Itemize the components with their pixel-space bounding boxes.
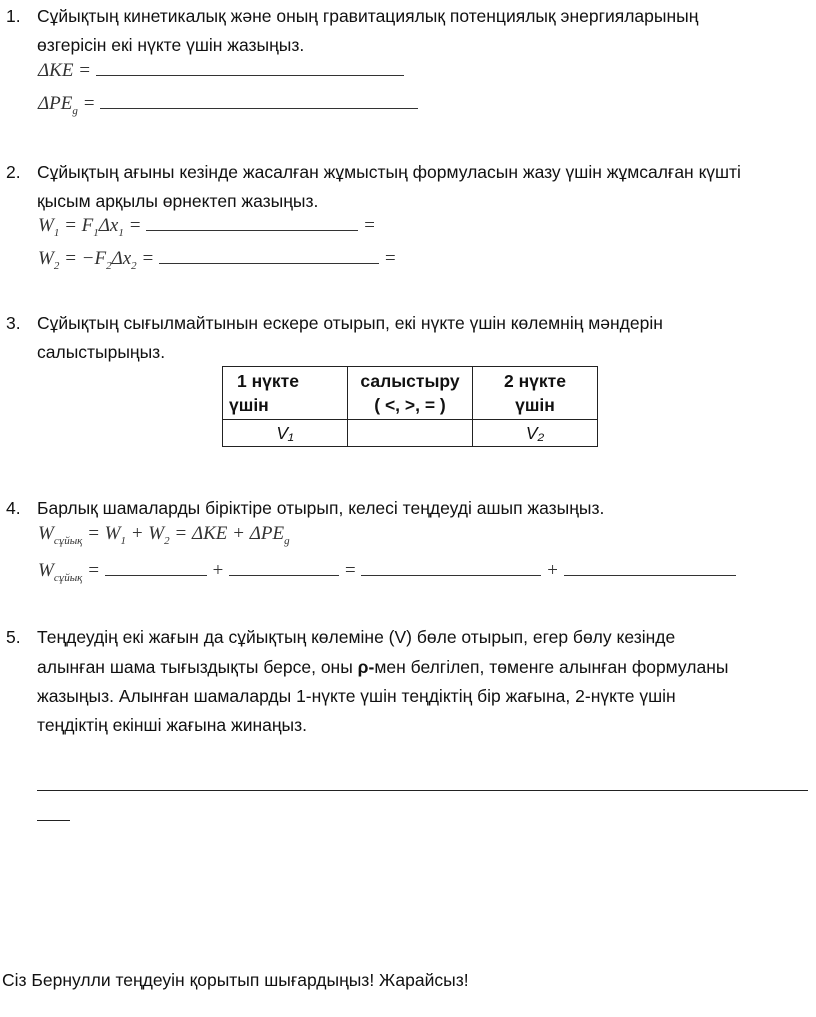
question-5-number: 5. (6, 627, 21, 647)
header-point-1 (223, 367, 348, 420)
q2-eq2-tail-equals: = (383, 248, 397, 269)
q2-eq1-dx: Δx (98, 215, 119, 236)
q2-eq1-tail-equals: = (362, 215, 376, 236)
volume-comparison-table (222, 366, 598, 447)
q4-eq2-equals: = (87, 560, 100, 581)
q2-eq2-force: = −F (64, 248, 107, 269)
header-point-2-line1: 2 нүкте (504, 371, 566, 391)
question-3-text-line2: салыстырыңыз. (37, 342, 166, 362)
q1-eq2-equals: = (82, 93, 96, 114)
q4-blank-1[interactable] (105, 574, 207, 576)
q1-equation-delta-pe (38, 93, 418, 117)
question-5-text-line1: Теңдеудің екі жағын да сұйықтың көлеміне (V) бөле отырып, егер бөлу кезінде (37, 627, 676, 647)
q1-eq2-lhs: ΔPE (38, 93, 73, 114)
q5-line2-part-b: мен белгілеп, төменге алынған формуланы (374, 657, 729, 677)
q4-blank-2[interactable] (229, 574, 339, 576)
question-1-text-line2: өзгерісін екі нүкте үшін жазыңыз. (37, 35, 305, 55)
q5-answer-line-continuation[interactable] (37, 820, 70, 821)
question-2-number: 2. (6, 162, 21, 182)
q4-eq1-w1: = W (87, 523, 121, 544)
table-row (223, 420, 598, 447)
q4-eq1-w2: + W (130, 523, 165, 544)
q2-eq1-sub: 1 (53, 226, 60, 239)
q4-plus-1: + (211, 560, 225, 581)
q4-eq1-w1-sub: 1 (120, 534, 126, 547)
q4-eq1-g-sub: g (284, 534, 290, 547)
q2-eq1-lhs: W (38, 215, 54, 236)
q4-eq2-sub: сұйық (53, 571, 83, 584)
q2-eq2-dx-sub: 2 (131, 259, 137, 272)
header-comparison-line1: салыстыру (360, 371, 460, 391)
q5-line2-rho: ρ- (357, 657, 375, 677)
q4-plus-2: + (546, 560, 559, 581)
q5-answer-line[interactable] (37, 790, 808, 791)
question-1-text-line1: Сұйықтың кинетикалық және оның гравитациялық потенциялық энергияларының (37, 6, 699, 26)
question-5-text-line4: теңдіктің екінші жағына жинаңыз. (37, 715, 307, 735)
q4-blank-4[interactable] (564, 574, 736, 576)
header-comparison-line2: ( <, >, = ) (374, 395, 446, 415)
q2-eq1-dx-sub: 1 (118, 226, 124, 239)
cell-v1: V₁ (223, 420, 348, 447)
question-4-text-line1: Барлық шамаларды біріктіре отырып, келесі теңдеуді ашып жазыңыз. (37, 498, 605, 518)
q2-eq1-force-sub: 1 (93, 226, 99, 239)
q2-eq2-sub: 2 (53, 259, 60, 272)
q2-eq1-answer-blank[interactable] (146, 229, 358, 231)
q2-eq2-force-sub: 2 (106, 259, 112, 272)
q1-equation-delta-ke (38, 60, 404, 82)
question-5-text-line3: жазыңыз. Алынған шамаларды 1-нүкте үшін теңдіктің бір жағына, 2-нүкте үшін (37, 686, 676, 706)
closing-message: Сіз Бернулли теңдеуін қорытып шығардыңыз! Жарайсыз! (2, 970, 469, 990)
table-header-row (223, 367, 598, 420)
q2-equation-w1 (38, 215, 376, 239)
q1-eq2-sub: g (72, 104, 78, 117)
question-2-text-line2: қысым арқылы өрнектеп жазыңыз. (37, 191, 319, 211)
header-point-2-line2: үшін (515, 395, 555, 415)
q2-eq1-force: = F (64, 215, 94, 236)
q4-eq1-w: W (38, 523, 54, 544)
q4-eq1-w2-sub: 2 (164, 534, 170, 547)
q2-eq2-lhs: W (38, 248, 54, 269)
q2-eq2-dx: Δx (111, 248, 132, 269)
question-3-text-line1: Сұйықтың сығылмайтынын ескере отырып, екі нүкте үшін көлемнің мәндерін (37, 313, 663, 333)
cell-comparison-answer[interactable] (348, 420, 473, 447)
header-point-1-line2: үшін (229, 395, 269, 415)
q2-equation-w2 (38, 248, 397, 272)
q2-eq1-equals: = (128, 215, 142, 236)
q4-eq1-sub: сұйық (53, 534, 83, 547)
question-4-number: 4. (6, 498, 21, 518)
q4-equation-combined (38, 523, 290, 547)
q5-line2-part-a: алынған шама тығыздықты берсе, оны (37, 657, 358, 677)
header-point-2 (473, 367, 598, 420)
q2-eq2-equals: = (141, 248, 155, 269)
q4-eq2-w: W (38, 560, 54, 581)
q4-equals-mid: = (343, 560, 357, 581)
q4-eq1-energy: = ΔKE + ΔPE (174, 523, 285, 544)
cell-v2: V₂ (473, 420, 598, 447)
q1-eq2-answer-blank[interactable] (100, 107, 418, 109)
q1-eq1-answer-blank[interactable] (96, 74, 404, 76)
question-3-number: 3. (6, 313, 21, 333)
question-1-number: 1. (6, 6, 21, 26)
header-point-1-line1: 1 нүкте (237, 371, 299, 391)
q4-blank-3[interactable] (361, 574, 541, 576)
question-2-text-line1: Сұйықтың ағыны кезінде жасалған жұмыстың формуласын жазу үшін жұмсалған күшті (37, 162, 741, 182)
header-comparison (348, 367, 473, 420)
q4-equation-expanded (38, 560, 736, 584)
question-5-text-line2 (37, 657, 728, 678)
q1-eq1-lhs: ΔKE = (38, 60, 92, 81)
q2-eq2-answer-blank[interactable] (159, 262, 379, 264)
